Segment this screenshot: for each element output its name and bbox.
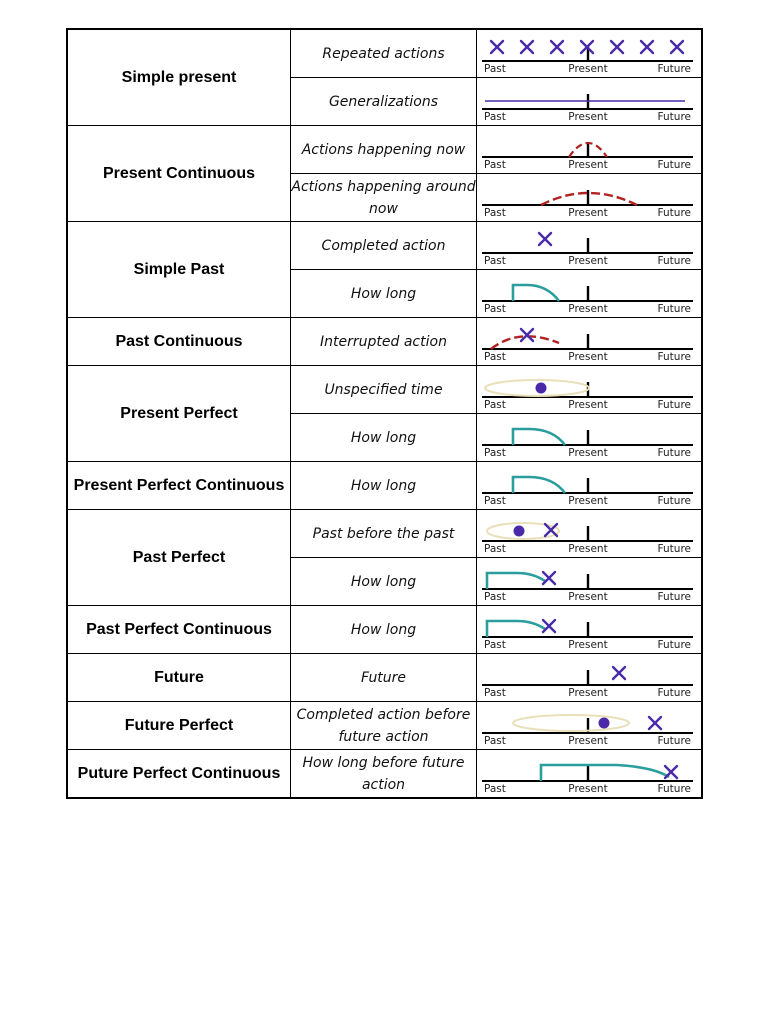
- axis-label-past: Past: [484, 302, 506, 315]
- axis-label-future: Future: [657, 302, 691, 315]
- tense-name: Present Perfect: [67, 366, 291, 462]
- axis-label-present: Present: [568, 158, 608, 171]
- axis-label-present: Present: [568, 494, 608, 507]
- timeline-svg: [477, 559, 701, 605]
- axis-label-past: Past: [484, 398, 506, 411]
- usage-description: Actions happening around now: [291, 174, 477, 222]
- axis-label-future: Future: [657, 782, 691, 795]
- timeline-svg: [477, 751, 701, 797]
- duration-bar: [513, 477, 565, 493]
- tense-name: Past Continuous: [67, 318, 291, 366]
- tense-name: Simple Past: [67, 222, 291, 318]
- timeline-diagram: [477, 174, 703, 222]
- usage-description: Interrupted action: [291, 318, 477, 366]
- usage-description: How long: [291, 270, 477, 318]
- axis-label-future: Future: [657, 542, 691, 555]
- usage-description: Completed action: [291, 222, 477, 270]
- axis-label-future: Future: [657, 254, 691, 267]
- duration-bar: [487, 621, 545, 637]
- usage-description: Repeated actions: [291, 29, 477, 78]
- timeline-svg: [477, 655, 701, 701]
- usage-description: Completed action before future action: [291, 702, 477, 750]
- axis-label-future: Future: [657, 686, 691, 699]
- timeline-diagram: [477, 222, 703, 270]
- x-mark: [649, 717, 661, 729]
- timeline-svg: [477, 31, 701, 77]
- x-mark: [665, 766, 677, 778]
- axis-label-present: Present: [568, 350, 608, 363]
- axis-label-present: Present: [568, 590, 608, 603]
- axis-label-present: Present: [568, 206, 608, 219]
- axis-label-present: Present: [568, 62, 608, 75]
- axis-label-past: Past: [484, 638, 506, 651]
- tense-name: Past Perfect Continuous: [67, 606, 291, 654]
- axis-label-past: Past: [484, 590, 506, 603]
- axis-label-present: Present: [568, 782, 608, 795]
- usage-description: How long: [291, 558, 477, 606]
- timeline-diagram: [477, 318, 703, 366]
- tense-table: [66, 28, 703, 799]
- timeline-diagram: [477, 462, 703, 510]
- axis-label-present: Present: [568, 302, 608, 315]
- timeline-diagram: [477, 366, 703, 414]
- axis-label-past: Past: [484, 350, 506, 363]
- x-mark: [613, 667, 625, 679]
- axis-label-past: Past: [484, 734, 506, 747]
- usage-description: How long: [291, 606, 477, 654]
- tense-name: Present Perfect Continuous: [67, 462, 291, 510]
- tense-name: Past Perfect: [67, 510, 291, 606]
- x-mark: [551, 41, 563, 53]
- timeline-svg: [477, 463, 701, 509]
- timeline-diagram: [477, 750, 703, 799]
- timeline-svg: [477, 703, 701, 749]
- axis-label-future: Future: [657, 398, 691, 411]
- axis-label-future: Future: [657, 590, 691, 603]
- timeline-diagram: [477, 78, 703, 126]
- axis-label-future: Future: [657, 110, 691, 123]
- axis-label-present: Present: [568, 398, 608, 411]
- axis-label-past: Past: [484, 542, 506, 555]
- axis-label-future: Future: [657, 446, 691, 459]
- tense-name: Puture Perfect Continuous: [67, 750, 291, 799]
- axis-label-past: Past: [484, 62, 506, 75]
- axis-label-past: Past: [484, 686, 506, 699]
- axis-label-past: Past: [484, 782, 506, 795]
- timeline-svg: [477, 319, 701, 365]
- x-mark: [539, 233, 551, 245]
- timeline-diagram: [477, 29, 703, 78]
- axis-label-future: Future: [657, 638, 691, 651]
- tense-name: Future Perfect: [67, 702, 291, 750]
- axis-label-past: Past: [484, 206, 506, 219]
- tense-name: Present Continuous: [67, 126, 291, 222]
- axis-label-present: Present: [568, 686, 608, 699]
- x-mark: [521, 41, 533, 53]
- duration-bar: [487, 573, 545, 589]
- x-mark: [611, 41, 623, 53]
- tense-name: Future: [67, 654, 291, 702]
- x-mark: [543, 620, 555, 632]
- axis-label-present: Present: [568, 110, 608, 123]
- usage-description: Generalizations: [291, 78, 477, 126]
- timeline-diagram: [477, 414, 703, 462]
- usage-description: Unspecified time: [291, 366, 477, 414]
- axis-label-future: Future: [657, 734, 691, 747]
- usage-description: Actions happening now: [291, 126, 477, 174]
- event-dot: [536, 382, 547, 393]
- usage-description: Future: [291, 654, 477, 702]
- axis-label-past: Past: [484, 494, 506, 507]
- axis-label-future: Future: [657, 206, 691, 219]
- timeline-diagram: [477, 558, 703, 606]
- timeline-diagram: [477, 606, 703, 654]
- timeline-svg: [477, 127, 701, 173]
- timeline-svg: [477, 367, 701, 413]
- timeline-svg: [477, 223, 701, 269]
- event-dot: [514, 525, 525, 536]
- usage-description: Past before the past: [291, 510, 477, 558]
- tense-name: Simple present: [67, 29, 291, 126]
- timeline-diagram: [477, 270, 703, 318]
- axis-label-future: Future: [657, 158, 691, 171]
- x-mark: [641, 41, 653, 53]
- usage-description: How long: [291, 414, 477, 462]
- duration-bar: [513, 429, 565, 445]
- timeline-svg: [477, 271, 701, 317]
- axis-label-present: Present: [568, 638, 608, 651]
- axis-label-present: Present: [568, 446, 608, 459]
- axis-label-future: Future: [657, 494, 691, 507]
- axis-label-future: Future: [657, 62, 691, 75]
- duration-bar: [541, 765, 669, 781]
- axis-label-past: Past: [484, 110, 506, 123]
- axis-label-future: Future: [657, 350, 691, 363]
- x-mark: [543, 572, 555, 584]
- duration-bar: [513, 285, 559, 301]
- timeline-diagram: [477, 126, 703, 174]
- x-mark: [491, 41, 503, 53]
- x-mark: [671, 41, 683, 53]
- axis-label-past: Past: [484, 254, 506, 267]
- axis-label-past: Past: [484, 158, 506, 171]
- x-mark: [521, 329, 533, 341]
- timeline-svg: [477, 175, 701, 221]
- usage-description: How long: [291, 462, 477, 510]
- usage-description: How long before future action: [291, 750, 477, 799]
- axis-label-present: Present: [568, 734, 608, 747]
- axis-label-past: Past: [484, 446, 506, 459]
- axis-label-present: Present: [568, 542, 608, 555]
- timeline-svg: [477, 607, 701, 653]
- time-range-ellipse: [513, 715, 629, 731]
- event-dot: [599, 717, 610, 728]
- timeline-diagram: [477, 654, 703, 702]
- timeline-svg: [477, 79, 701, 125]
- timeline-svg: [477, 511, 701, 557]
- timeline-diagram: [477, 510, 703, 558]
- axis-label-present: Present: [568, 254, 608, 267]
- timeline-diagram: [477, 702, 703, 750]
- timeline-svg: [477, 415, 701, 461]
